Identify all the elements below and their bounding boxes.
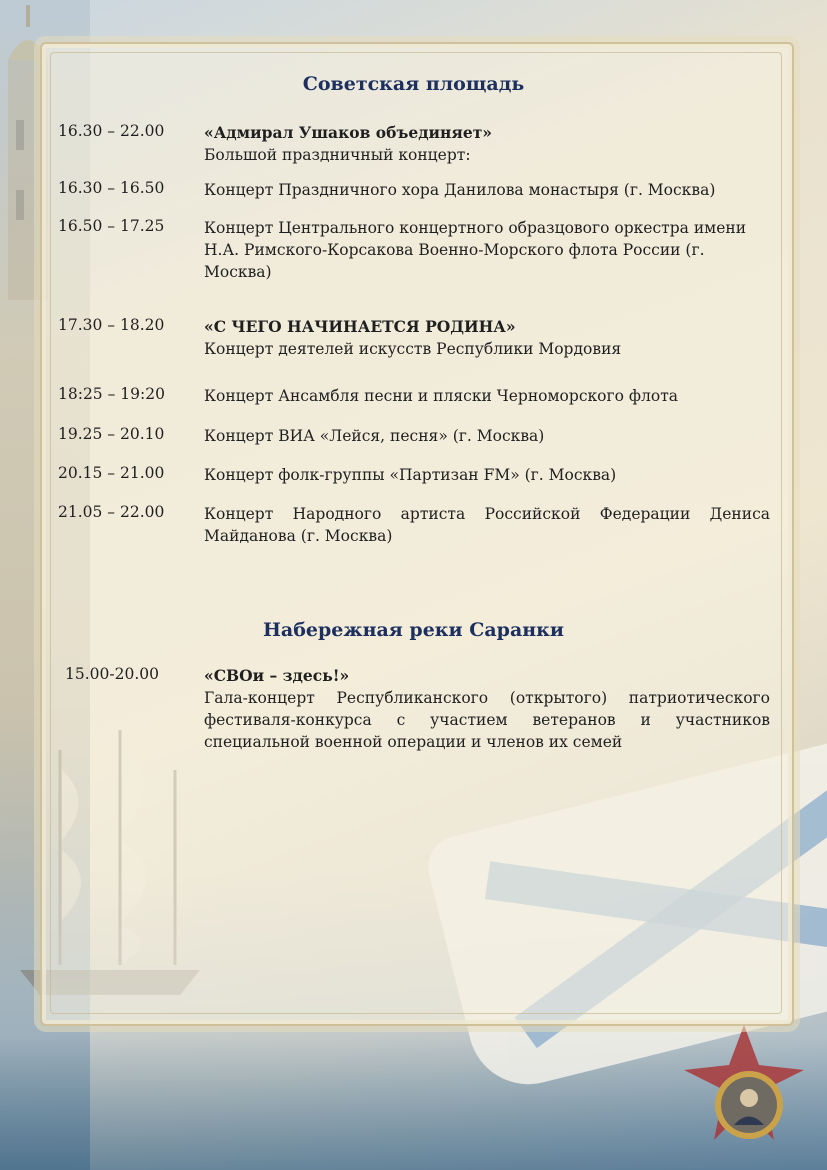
event-title: «Адмирал Ушаков объединяет» — [204, 123, 492, 142]
event-time: 16.30 – 22.00 — [58, 122, 165, 140]
event-description: Концерт фолк-группы «Партизан FM» (г. Москва) — [204, 466, 617, 484]
event-time: 15.00-20.00 — [65, 665, 159, 683]
event-title: «С ЧЕГО НАЧИНАЕТСЯ РОДИНА» — [204, 317, 516, 336]
event-time: 17.30 – 18.20 — [58, 316, 165, 334]
event-time: 16.50 – 17.25 — [58, 217, 165, 235]
event-description: Концерт Центрального концертного образцового оркестра имени Н.А. Римского-Корсакова Военно-Морского флота России (г. Москва) — [204, 219, 747, 281]
event-description: Гала-концерт Республиканского (открытого) патриотического фестиваля-конкурса с участием ветеранов и участников специальной военной операции и членов их семей — [204, 689, 770, 751]
event-title: «СВОи – здесь!» — [204, 666, 350, 685]
event-description: Концерт Праздничного хора Данилова монастыря (г. Москва) — [204, 181, 716, 199]
event-time: 21.05 – 22.00 — [58, 503, 165, 521]
section-title-naberezhnaya: Набережная реки Саранки — [262, 619, 564, 641]
event-description: Концерт Народного артиста Российской Федерации Дениса Майданова (г. Москва) — [204, 505, 770, 545]
event-time: 16.30 – 16.50 — [58, 179, 165, 197]
event-description: Концерт Ансамбля песни и пляски Черноморского флота — [204, 387, 679, 405]
section-title-sovetskaya: Советская площадь — [302, 73, 525, 95]
event-time: 19.25 – 20.10 — [58, 425, 165, 443]
event-description: Концерт ВИА «Лейся, песня» (г. Москва) — [204, 427, 545, 445]
event-description: Большой праздничный концерт: — [204, 146, 471, 164]
event-description: Концерт деятелей искусств Республики Мордовия — [204, 340, 622, 358]
event-time: 18:25 – 19:20 — [58, 385, 165, 403]
event-time: 20.15 – 21.00 — [58, 464, 165, 482]
